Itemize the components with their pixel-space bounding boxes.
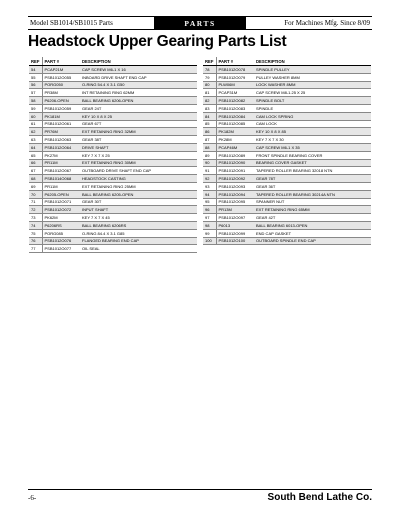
table-header-row: [29, 57, 197, 66]
description-cell: KEY 10 X 8 X 85: [254, 128, 371, 136]
description-cell: LOCK WASHER 8MM: [254, 81, 371, 89]
ref-cell: 97: [203, 214, 216, 222]
table-row: [29, 97, 197, 105]
description-cell: O-RING 84.4 X 3.1 G85: [80, 229, 197, 237]
parts-table-right: [203, 57, 371, 245]
part-number-cell: PSB1012O097: [216, 214, 254, 222]
description-cell: O-RING 54.4 X 3.1 G50: [80, 81, 197, 89]
ref-cell: 73: [29, 214, 42, 222]
description-cell: INPUT SHAFT: [80, 206, 197, 214]
table-row: [29, 159, 197, 167]
description-cell: BALL BEARING 6206-OPEN: [80, 97, 197, 105]
table-row: [29, 143, 197, 151]
description-cell: BALL BEARING 6206RS: [80, 221, 197, 229]
part-number-cell: PSB1012O093: [216, 182, 254, 190]
part-number-cell: PSB1012O091: [216, 167, 254, 175]
description-cell: INBOARD DRIVE SHAFT END CAP: [80, 73, 197, 81]
description-cell: SPINDLE PULLEY: [254, 66, 371, 74]
description-cell: SPINDLE BOLT: [254, 97, 371, 105]
part-number-cell: PCAP31M: [216, 89, 254, 97]
table-row: [29, 136, 197, 144]
description-cell: BALL BEARING 6013-OPEN: [254, 221, 371, 229]
description-cell: EXT RETAINING RING 30MM: [80, 159, 197, 167]
part-number-cell: PR13M: [216, 206, 254, 214]
description-cell: GEAR 30T: [80, 198, 197, 206]
table-row: [29, 167, 197, 175]
description-cell: CAP SCREW M6-1 X 16: [80, 66, 197, 74]
ref-cell: 72: [29, 206, 42, 214]
part-number-cell: PSB1012O083: [216, 104, 254, 112]
table-row: [203, 97, 371, 105]
part-number-cell: PR38M: [42, 89, 80, 97]
table-row: [203, 120, 371, 128]
part-number-cell: PORG050: [42, 81, 80, 89]
description-cell: KEY 10 X 8 X 25: [80, 112, 197, 120]
table-row: [29, 89, 197, 97]
part-number-cell: PSB1012O095: [216, 198, 254, 206]
table-row: [203, 175, 371, 183]
part-number-cell: PSB1012O078: [216, 66, 254, 74]
table-row: [203, 89, 371, 97]
table-row: [29, 237, 197, 245]
ref-cell: 63: [29, 136, 42, 144]
ref-cell: 91: [203, 167, 216, 175]
machines-label: For Machines Mfg. Since 8/09: [284, 19, 370, 27]
description-cell: CAP SCREW M6-1 X 35: [254, 143, 371, 151]
ref-cell: 89: [203, 151, 216, 159]
ref-cell: 81: [203, 89, 216, 97]
ref-cell: 99: [203, 229, 216, 237]
col-desc-header: DESCRIPTION: [254, 57, 371, 66]
ref-cell: 57: [29, 89, 42, 97]
ref-cell: 70: [29, 190, 42, 198]
part-number-cell: PORG085: [42, 229, 80, 237]
description-cell: KEY 7 X 7 X 45: [80, 214, 197, 222]
part-number-cell: PR11M: [42, 159, 80, 167]
ref-cell: 65: [29, 151, 42, 159]
ref-cell: 75: [29, 229, 42, 237]
ref-cell: 95: [203, 198, 216, 206]
part-number-cell: PSB1012O071: [42, 198, 80, 206]
description-cell: CAM LOCK: [254, 120, 371, 128]
part-number-cell: PSB1012O064: [42, 143, 80, 151]
part-number-cell: PSB1012O084: [216, 112, 254, 120]
part-number-cell: PSB1012O099: [216, 229, 254, 237]
table-row: [203, 190, 371, 198]
part-number-cell: PLW06M: [216, 81, 254, 89]
table-row: [203, 136, 371, 144]
col-desc-header: DESCRIPTION: [80, 57, 197, 66]
ref-cell: 71: [29, 198, 42, 206]
ref-cell: 68: [29, 175, 42, 183]
ref-cell: 62: [29, 128, 42, 136]
description-cell: TAPERED ROLLER BEARING 32018 NTN: [254, 167, 371, 175]
table-row: [203, 143, 371, 151]
description-cell: CAP SCREW M8-1.25 X 25: [254, 89, 371, 97]
ref-cell: 64: [29, 143, 42, 151]
part-number-cell: PSB1012O089: [216, 151, 254, 159]
part-number-cell: PSB1012O067: [42, 167, 80, 175]
col-part-header: PART #: [216, 57, 254, 66]
part-number-cell: PSB1014O068: [42, 175, 80, 183]
description-cell: SPANNER NUT: [254, 198, 371, 206]
description-cell: KEY 7 X 7 X 30: [254, 136, 371, 144]
ref-cell: 84: [203, 112, 216, 120]
ref-cell: 83: [203, 104, 216, 112]
table-row: [203, 229, 371, 237]
ref-cell: 90: [203, 159, 216, 167]
description-cell: SPINDLE: [254, 104, 371, 112]
table-row: [203, 206, 371, 214]
ref-cell: 85: [203, 120, 216, 128]
table-row: [203, 182, 371, 190]
table-row: [203, 237, 371, 245]
part-number-cell: PSB1012O055: [42, 73, 80, 81]
part-number-cell: PSB1012O072: [42, 206, 80, 214]
part-number-cell: PR76M: [42, 128, 80, 136]
col-ref-header: REF: [29, 57, 42, 66]
ref-cell: 92: [203, 175, 216, 183]
table-row: [29, 229, 197, 237]
ref-cell: 98: [203, 221, 216, 229]
part-number-cell: P6205-OPEN: [42, 190, 80, 198]
table-row: [29, 245, 197, 253]
part-number-cell: P6013: [216, 221, 254, 229]
ref-cell: 88: [203, 143, 216, 151]
description-cell: EXT RETAINING RING 65MM: [254, 206, 371, 214]
description-cell: OIL SEAL: [80, 245, 197, 253]
table-row: [203, 128, 371, 136]
description-cell: GEAR 38T: [80, 136, 197, 144]
table-row: [29, 221, 197, 229]
table-row: [29, 81, 197, 89]
part-number-cell: PCAP46M: [216, 143, 254, 151]
table-row: [29, 190, 197, 198]
parts-table-left: [29, 57, 197, 253]
table-row: [203, 198, 371, 206]
part-number-cell: PSB1012O061: [42, 120, 80, 128]
table-row: [29, 104, 197, 112]
part-number-cell: P6206RS: [42, 221, 80, 229]
description-cell: GEAR 24T: [80, 104, 197, 112]
ref-cell: 80: [203, 81, 216, 89]
description-cell: FLANGED BEARING END CAP: [80, 237, 197, 245]
part-number-cell: PK182M: [216, 128, 254, 136]
col-part-header: PART #: [42, 57, 80, 66]
ref-cell: 58: [29, 97, 42, 105]
ref-cell: 54: [29, 66, 42, 74]
table-row: [203, 104, 371, 112]
table-row: [203, 221, 371, 229]
part-number-cell: PSB1012O092: [216, 175, 254, 183]
table-row: [29, 206, 197, 214]
description-cell: PULLEY WASHER 8MM: [254, 73, 371, 81]
ref-cell: 59: [29, 104, 42, 112]
part-number-cell: PSB1012O085: [216, 120, 254, 128]
description-cell: OUTBOARD DRIVE SHAFT END CAP: [80, 167, 197, 175]
ref-cell: 93: [203, 182, 216, 190]
part-number-cell: PSB1012O094: [216, 190, 254, 198]
description-cell: TAPERED ROLLER BEARING 30214A NTN: [254, 190, 371, 198]
ref-cell: 87: [203, 136, 216, 144]
table-row: [29, 175, 197, 183]
description-cell: DRIVE SHAFT: [80, 143, 197, 151]
part-number-cell: PSB1012O090: [216, 159, 254, 167]
ref-cell: 94: [203, 190, 216, 198]
ref-cell: 78: [203, 66, 216, 74]
table-row: [203, 73, 371, 81]
table-row: [203, 214, 371, 222]
table-row: [203, 66, 371, 74]
description-cell: CAM LOCK SPRING: [254, 112, 371, 120]
ref-cell: 79: [203, 73, 216, 81]
part-number-cell: PSB1012O059: [42, 104, 80, 112]
brand-logo-text: South Bend Lathe Co.: [267, 492, 372, 503]
page-title: Headstock Upper Gearing Parts List: [28, 33, 287, 50]
ref-cell: 60: [29, 112, 42, 120]
table-row: [29, 112, 197, 120]
table-row: [29, 182, 197, 190]
ref-cell: 67: [29, 167, 42, 175]
page-number: -6-: [28, 494, 37, 502]
description-cell: OUTBOARD SPINDLE END CAP: [254, 237, 371, 245]
part-number-cell: PK28M: [216, 136, 254, 144]
part-number-cell: PK62M: [42, 214, 80, 222]
ref-cell: 82: [203, 97, 216, 105]
description-cell: EXT RETAINING RING 32MM: [80, 128, 197, 136]
ref-cell: 61: [29, 120, 42, 128]
table-row: [29, 214, 197, 222]
description-cell: GEAR 67T: [80, 120, 197, 128]
ref-cell: 77: [29, 245, 42, 253]
description-cell: HEADSTOCK CASTING: [80, 175, 197, 183]
ref-cell: 69: [29, 182, 42, 190]
description-cell: INT RETAINING RING 62MM: [80, 89, 197, 97]
part-number-cell: PSB1012O063: [42, 136, 80, 144]
table-row: [203, 159, 371, 167]
table-row: [203, 81, 371, 89]
description-cell: KEY 7 X 7 X 25: [80, 151, 197, 159]
col-ref-header: REF: [203, 57, 216, 66]
description-cell: BEARING COVER GASKET: [254, 159, 371, 167]
description-cell: GEAR 36T: [254, 182, 371, 190]
ref-cell: 66: [29, 159, 42, 167]
part-number-cell: PK181M: [42, 112, 80, 120]
section-label: PARTS: [154, 17, 246, 29]
table-row: [203, 151, 371, 159]
part-number-cell: PSB1012O079: [216, 73, 254, 81]
table-row: [29, 120, 197, 128]
ref-cell: 76: [29, 237, 42, 245]
ref-cell: 56: [29, 81, 42, 89]
description-cell: FRONT SPINDLE BEARING COVER: [254, 151, 371, 159]
ref-cell: 74: [29, 221, 42, 229]
table-header-row: [203, 57, 371, 66]
part-number-cell: PSB1012O100: [216, 237, 254, 245]
table-row: [203, 167, 371, 175]
ref-cell: 55: [29, 73, 42, 81]
table-row: [29, 198, 197, 206]
part-number-cell: PSB1012O077: [42, 245, 80, 253]
ref-cell: 100: [203, 237, 216, 245]
part-number-cell: PSB1012O076: [42, 237, 80, 245]
ref-cell: 86: [203, 128, 216, 136]
ref-cell: 96: [203, 206, 216, 214]
part-number-cell: PCAP21M: [42, 66, 80, 74]
part-number-cell: PK27M: [42, 151, 80, 159]
description-cell: EXT RETAINING RING 25MM: [80, 182, 197, 190]
part-number-cell: PSB1012O082: [216, 97, 254, 105]
table-row: [29, 151, 197, 159]
table-row: [29, 73, 197, 81]
description-cell: GEAR 42T: [254, 214, 371, 222]
page-footer: [28, 489, 372, 506]
table-row: [29, 128, 197, 136]
description-cell: BALL BEARING 6205-OPEN: [80, 190, 197, 198]
part-number-cell: P6206-OPEN: [42, 97, 80, 105]
table-row: [203, 112, 371, 120]
page-header: [28, 16, 372, 30]
description-cell: GEAR 78T: [254, 175, 371, 183]
part-number-cell: PR11M: [42, 182, 80, 190]
description-cell: END CAP GASKET: [254, 229, 371, 237]
table-row: [29, 66, 197, 74]
model-label: Model SB1014/SB1015 Parts: [30, 19, 113, 27]
